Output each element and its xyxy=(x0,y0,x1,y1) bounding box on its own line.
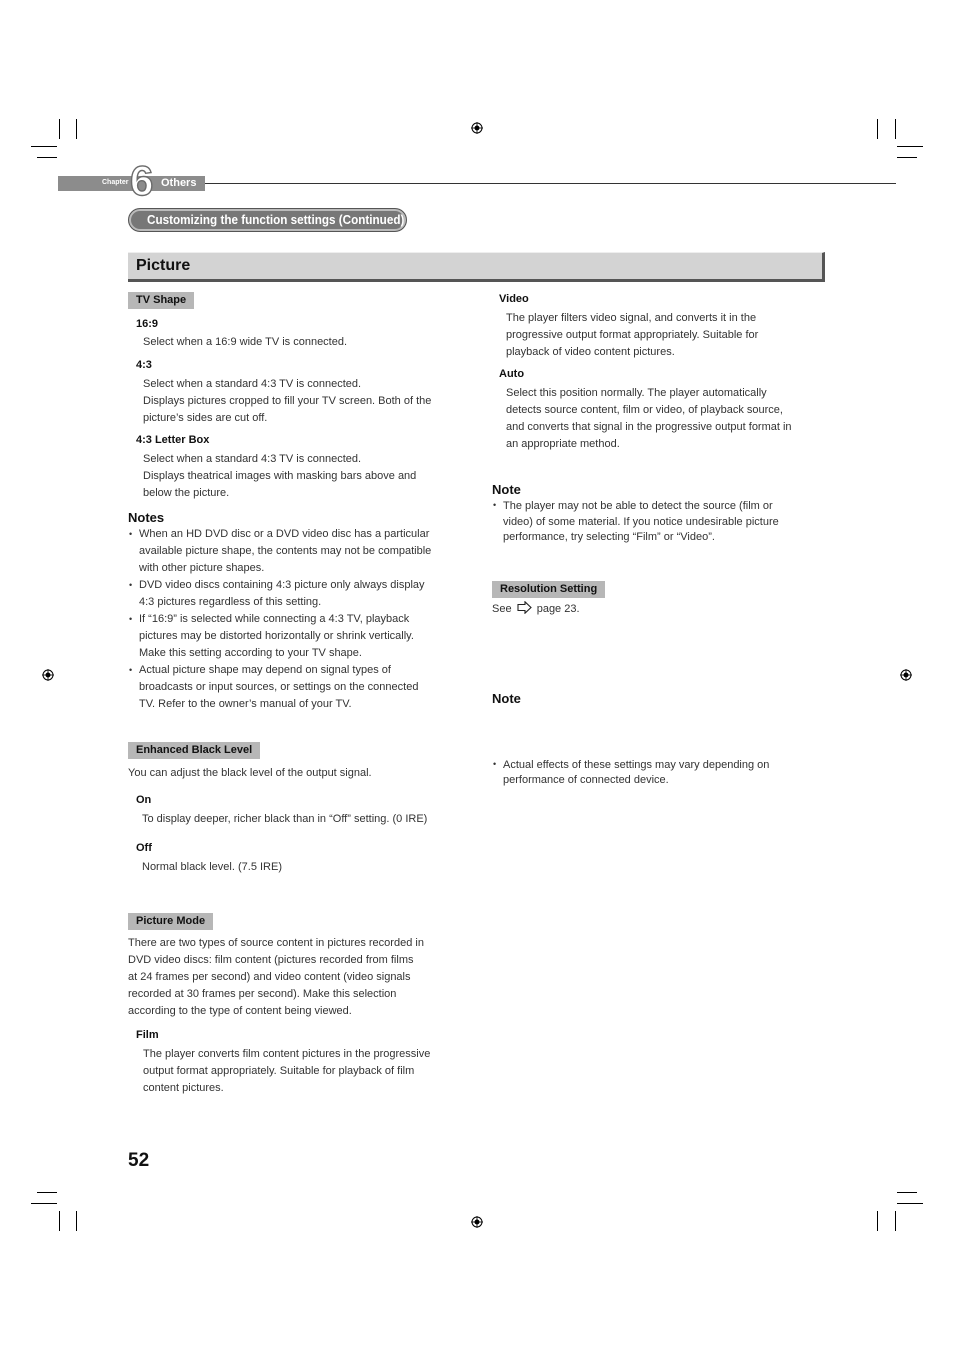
black-level-intro: You can adjust the black level of the output signal. xyxy=(128,767,372,779)
resolution-tag: Resolution Setting xyxy=(492,581,605,598)
text-line: Make this setting according to your TV shape. xyxy=(139,647,362,659)
crop-mark xyxy=(31,1203,57,1204)
chapter-label: Chapter xyxy=(102,179,129,186)
crop-mark xyxy=(895,1211,896,1231)
section-pill-label: Customizing the function settings (Continued) xyxy=(147,212,405,227)
registration-mark-icon xyxy=(471,122,483,134)
film-label: Film xyxy=(136,1029,159,1041)
text-line: The player filters video signal, and converts it in the xyxy=(506,312,757,324)
registration-mark-icon xyxy=(900,669,912,681)
page-reference-link[interactable]: page 23. xyxy=(536,603,580,615)
see-text: See xyxy=(492,603,512,615)
note-title: Note xyxy=(492,482,521,497)
text-line: performance, try selecting “Film” or “Video”. xyxy=(503,531,715,543)
text-line: picture’s sides are cut off. xyxy=(143,412,268,424)
crop-mark xyxy=(76,1211,77,1231)
notes-title: Notes xyxy=(128,510,165,525)
crop-mark xyxy=(76,119,77,139)
resolution-see-ref xyxy=(492,601,580,618)
text-line: • If “16:9” is selected while connecting a 4:3 TV, playback xyxy=(139,613,410,625)
text-line: TV. Refer to the owner’s manual of your TV. xyxy=(139,698,352,710)
text-line: progressive output format appropriately. Suitable for xyxy=(506,329,759,341)
section-title: Picture xyxy=(136,257,191,274)
auto-label: Auto xyxy=(499,368,525,380)
crop-mark xyxy=(897,1192,917,1193)
text-line: output format appropriately. Suitable for playback of film xyxy=(143,1065,415,1077)
text-line: • When an HD DVD disc or a DVD video disc has a particular xyxy=(139,528,430,540)
text-line: below the picture. xyxy=(143,487,230,499)
crop-mark xyxy=(59,1211,60,1231)
section-pill xyxy=(128,208,407,232)
text-line: DVD video discs: film content (pictures recorded from films xyxy=(128,954,414,966)
header-rule xyxy=(205,183,896,184)
text-line: Select this position normally. The player automatically xyxy=(506,387,767,399)
crop-mark xyxy=(59,119,60,139)
crop-mark xyxy=(895,119,896,139)
notes-item xyxy=(128,611,468,662)
text-line: There are two types of source content in pictures recorded in xyxy=(128,937,424,949)
text-line: detects source content, film or video, of playback source, xyxy=(506,404,783,416)
notes-item xyxy=(128,526,468,577)
text-line: Select when a 16:9 wide TV is connected. xyxy=(143,336,348,348)
text-line: video) of some material. If you notice undesirable picture xyxy=(503,515,779,528)
tv-shape-tag: TV Shape xyxy=(128,292,194,309)
crop-mark xyxy=(37,1192,57,1193)
page-number: 52 xyxy=(128,1150,150,1171)
crop-mark xyxy=(877,1211,878,1231)
crop-mark xyxy=(31,146,57,147)
text-line: • The player may not be able to detect the source (film or xyxy=(503,500,773,512)
option-16-9-text xyxy=(143,334,347,351)
chapter-title: Others xyxy=(161,177,197,189)
crop-mark xyxy=(897,157,917,158)
option-4-3-text xyxy=(143,376,431,427)
text-line: and converts that signal in the progressive output format in xyxy=(506,421,792,433)
text-line: according to the type of content being viewed. xyxy=(128,1005,352,1017)
note-item xyxy=(492,758,823,789)
registration-mark-icon xyxy=(42,669,54,681)
black-level-off-label: Off xyxy=(136,842,152,854)
text-line: playback of video content pictures. xyxy=(506,346,675,358)
text-line: • Actual effects of these settings may vary depending on xyxy=(503,758,770,771)
text-line: pictures may be distorted horizontally or shrink vertically. xyxy=(139,630,414,642)
text-line: • Actual picture shape may depend on signal types of xyxy=(139,664,391,676)
option-letterbox-text xyxy=(143,451,416,502)
notes-item xyxy=(128,577,468,611)
text-line: performance of connected device. xyxy=(503,774,669,786)
chapter-number: 6 xyxy=(130,157,154,204)
black-level-on-label: On xyxy=(136,794,152,806)
video-label: Video xyxy=(499,293,529,305)
crop-mark xyxy=(897,146,923,147)
text-line: Select when a standard 4:3 TV is connected. xyxy=(143,453,362,465)
black-level-on-text: To display deeper, richer black than in “Off” setting. (0 IRE) xyxy=(142,813,428,825)
text-line: 4:3 pictures regardless of this setting. xyxy=(139,596,322,608)
text-line: broadcasts or input sources, or settings on the connected xyxy=(139,681,419,693)
notes-item xyxy=(128,662,468,713)
text-line: The player converts film content pictures in the progressive xyxy=(143,1048,431,1060)
note-title: Note xyxy=(492,691,521,706)
text-line: an appropriate method. xyxy=(506,438,620,450)
black-level-off-text: Normal black level. (7.5 IRE) xyxy=(142,861,282,873)
registration-mark-icon xyxy=(471,1216,483,1228)
text-line: with other picture shapes. xyxy=(139,562,265,574)
option-16-9-label: 16:9 xyxy=(136,318,159,330)
picture-mode-tag: Picture Mode xyxy=(128,913,213,930)
text-line: at 24 frames per second) and video content (video signals xyxy=(128,971,411,983)
option-letterbox-label: 4:3 Letter Box xyxy=(136,434,210,446)
auto-text xyxy=(506,385,792,453)
notes-list xyxy=(128,526,468,713)
crop-mark xyxy=(37,157,57,158)
video-text xyxy=(506,310,758,361)
film-text xyxy=(143,1046,430,1097)
text-line: recorded at 30 frames per second). Make this selection xyxy=(128,988,397,1000)
picture-mode-intro xyxy=(128,935,424,1020)
text-line: available picture shape, the contents may not be compatible xyxy=(139,545,432,557)
section-title-bar xyxy=(128,252,825,282)
note-item xyxy=(492,499,823,546)
text-line: content pictures. xyxy=(143,1082,224,1094)
page-reference-arrow-icon xyxy=(517,601,532,614)
black-level-tag: Enhanced Black Level xyxy=(128,742,260,759)
text-line: • DVD video discs containing 4:3 picture only always display xyxy=(139,579,425,591)
option-4-3-label: 4:3 xyxy=(136,359,152,371)
text-line: Displays pictures cropped to fill your TV screen. Both of the xyxy=(143,395,432,407)
text-line: Select when a standard 4:3 TV is connected. xyxy=(143,378,362,390)
text-line: Displays theatrical images with masking bars above and xyxy=(143,470,417,482)
crop-mark xyxy=(897,1203,923,1204)
crop-mark xyxy=(877,119,878,139)
